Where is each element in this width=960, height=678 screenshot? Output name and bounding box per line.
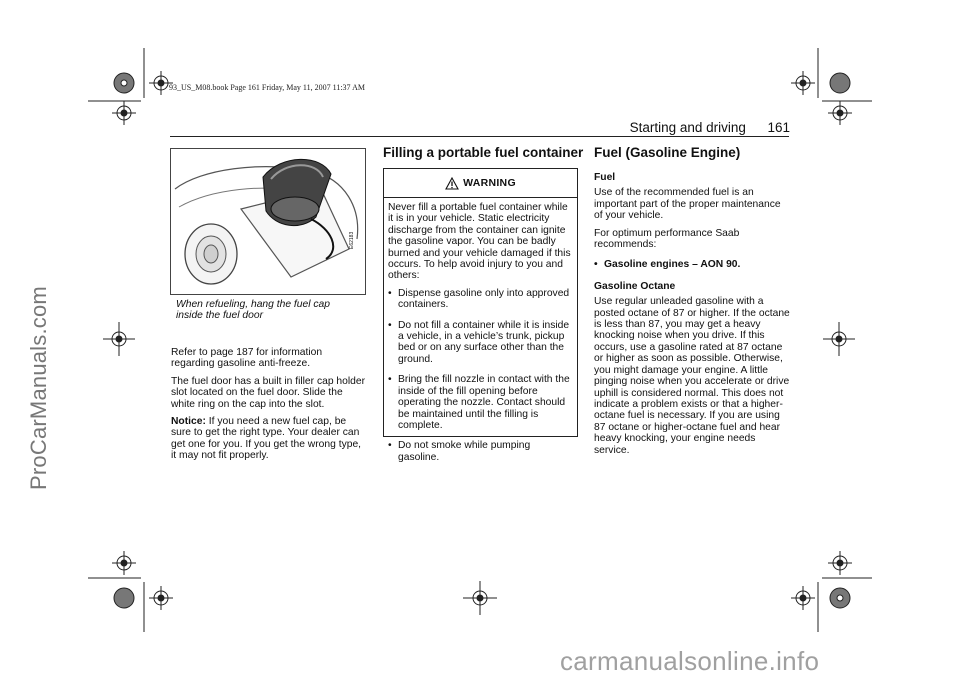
warning-triangle-icon [445, 177, 459, 190]
fuel-section-title: Fuel (Gasoline Engine) [594, 145, 741, 160]
warning-bullets [388, 288, 573, 463]
figure-caption: When refueling, hang the fuel cap inside the fuel door [176, 299, 330, 322]
header-rule [170, 136, 789, 137]
section-name: Starting and driving [629, 120, 746, 135]
right-column [594, 172, 790, 456]
warning-label: WARNING [463, 177, 516, 189]
antifreeze-reference: Refer to page 187 for information regarding gasoline anti-freeze. [171, 347, 323, 370]
fuel-recommendation-text: Gasoline engines – AON 90. [604, 259, 741, 271]
warning-text: Never fill a portable fuel container while it is in your vehicle. Static electricity discharge from the container can ignite the gasoline vapor. You can be badly burned and your vehicle damaged if this occurs. To help avoid injury to you and others: [388, 202, 571, 282]
figure-code: E62183 [349, 231, 355, 249]
warning-header [384, 169, 577, 198]
list-item: • Do not smoke while pumping gasoline. [388, 440, 573, 463]
list-item: • Bring the fill nozzle in contact with the inside of the fill opening before operating the nozzle. Contact should be maintained until the filling is complete. [388, 374, 573, 431]
fuel-cap-illustration [170, 148, 366, 295]
list-item: • Dispense gasoline only into approved containers. [388, 288, 573, 311]
warning-box [383, 168, 578, 463]
page-number: 161 [767, 120, 790, 135]
filler-cap-holder-text: The fuel door has a built in filler cap holder slot located on the fuel door. Slide the white ring on the cap into the slot. [171, 375, 366, 410]
portable-container-title: Filling a portable fuel container [383, 145, 584, 160]
side-watermark: ProCarManuals.com [26, 286, 51, 490]
running-header [600, 120, 790, 135]
fuel-paragraph-2: For optimum performance Saab recommends: [594, 227, 740, 251]
fuel-paragraph-1: Use of the recommended fuel is an important part of the proper maintenance of your vehicle. [594, 187, 781, 222]
octane-paragraph: Use regular unleaded gasoline with a posted octane of 87 or higher. If the octane is less than 87, you may get a heavy knocking noise when you drive. If this occurs, use a gasoline rated at 87 octane or higher as soon as possible. Otherwise, you might damage your engine. A little pinging noise when you accelerate or drive uphill is considered normal. This does not indicate a problem exists or that a higher-octane fuel is necessary. If you are using 87 octane or higher-octane fuel and hear heavy knocking, your engine needs service. [594, 296, 790, 456]
fuel-recommendation: • Gasoline engines – AON 90. [594, 259, 741, 271]
bottom-watermark: carmanualsonline.info [560, 646, 820, 676]
list-item: • Do not fill a container while it is inside a vehicle, in a vehicle’s trunk, pickup bed or on any surface other than the ground. [388, 320, 573, 366]
notice-label: Notice: [171, 416, 206, 428]
book-info-line: 93_US_M08.book Page 161 Friday, May 11, 2007 11:37 AM [169, 83, 365, 92]
fuel-door-drawing [171, 149, 365, 294]
octane-heading: Gasoline Octane [594, 280, 676, 292]
left-column [171, 347, 366, 462]
warning-body [384, 198, 577, 463]
notice-text: If you need a new fuel cap, be sure to get the right type. Your dealer can get one for you. If you get the wrong type, it may not fit properly. [171, 416, 362, 462]
fuel-heading: Fuel [594, 172, 616, 183]
notice-paragraph [171, 416, 366, 462]
